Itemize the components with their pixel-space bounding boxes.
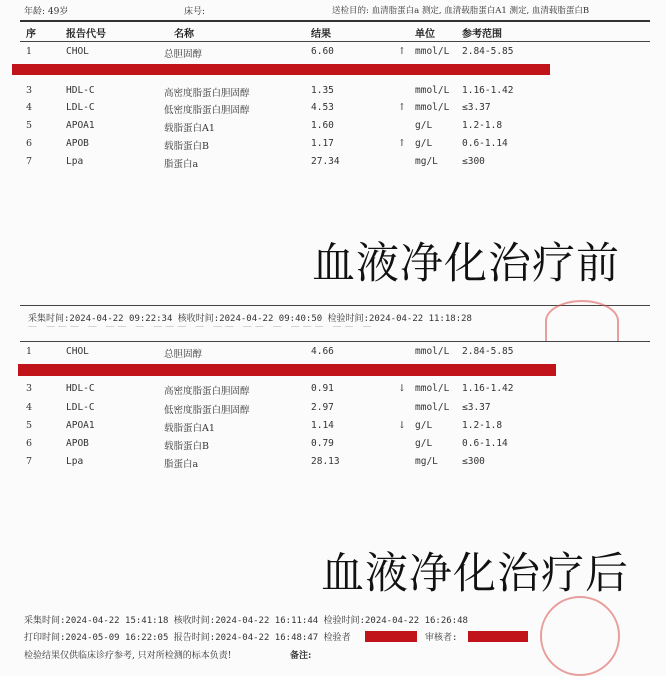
after-rule-top [20, 341, 650, 342]
header-rule-top [20, 20, 650, 22]
row-flag: ↓ [398, 383, 406, 394]
row-result: 1.14 [311, 420, 334, 431]
row-unit: mmol/L [415, 102, 450, 113]
after-print-time: 打印时间:2024-05-09 16:22:05 报告时间:2024-04-22 16:48:47 检验者 [24, 633, 351, 643]
row-ref: 1.2-1.8 [462, 120, 503, 131]
row-code: HDL-C [66, 383, 95, 394]
row-no: 7 [26, 156, 33, 167]
row-code: CHOL [66, 46, 89, 57]
row-no: 5 [26, 120, 33, 131]
row-code: LDL-C [66, 402, 95, 413]
redaction-bar [468, 631, 528, 642]
header-rule-bottom [20, 41, 650, 42]
row-no: 1 [26, 346, 33, 357]
row-ref: 2.84-5.85 [462, 46, 514, 57]
row-no: 1 [26, 46, 33, 57]
row-unit: g/L [415, 138, 433, 149]
faint-strikethrough-text: — ——— — —— — ——— — —— —— — ——— —— — [28, 322, 375, 332]
row-name: 总胆固醇 [164, 349, 203, 360]
row-flag: ↓ [398, 420, 406, 431]
row-name: 载脂蛋白A1 [164, 123, 215, 134]
hospital-stamp-bottom [540, 596, 620, 676]
row-name: 低密度脂蛋白胆固醇 [164, 405, 250, 416]
row-ref: ≤300 [462, 456, 485, 467]
row-code: APOB [66, 138, 89, 149]
bed-number: 床号: [184, 7, 206, 17]
row-ref: ≤3.37 [462, 402, 491, 413]
row-result: 28.13 [311, 456, 340, 467]
row-ref: 1.16-1.42 [462, 383, 514, 394]
row-name: 载脂蛋白A1 [164, 423, 215, 434]
row-result: 27.34 [311, 156, 340, 167]
row-no: 5 [26, 420, 33, 431]
col-no: 序 [26, 29, 36, 40]
row-unit: mmol/L [415, 383, 450, 394]
row-no: 6 [26, 138, 33, 149]
caption-after: 血液净化治疗后 [321, 549, 629, 599]
col-code: 报告代号 [66, 29, 106, 40]
row-ref: 1.16-1.42 [462, 85, 514, 96]
row-result: 1.60 [311, 120, 334, 131]
caption-before: 血液净化治疗前 [312, 239, 620, 289]
row-name: 低密度脂蛋白胆固醇 [164, 105, 250, 116]
row-code: Lpa [66, 156, 84, 167]
row-flag: ↑ [398, 102, 406, 113]
row-result: 0.91 [311, 383, 334, 394]
row-name: 总胆固醇 [164, 49, 203, 60]
row-code: APOB [66, 438, 89, 449]
row-result: 2.97 [311, 402, 334, 413]
row-unit: g/L [415, 438, 433, 449]
redaction-bar [12, 64, 550, 75]
row-result: 1.17 [311, 138, 334, 149]
row-result: 4.53 [311, 102, 334, 113]
row-name: 载脂蛋白B [164, 441, 209, 452]
row-result: 4.66 [311, 346, 334, 357]
col-result: 结果 [311, 29, 331, 40]
row-flag: ↑ [398, 46, 406, 57]
redaction-bar [365, 631, 417, 642]
row-unit: mmol/L [415, 85, 450, 96]
row-unit: mg/L [415, 156, 438, 167]
row-result: 6.60 [311, 46, 334, 57]
after-meta-times: 采集时间:2024-04-22 15:41:18 核收时间:2024-04-22 16:11:44 检验时间:2024-04-22 16:26:48 [24, 616, 468, 626]
row-code: HDL-C [66, 85, 95, 96]
col-ref: 参考范围 [462, 29, 502, 40]
row-unit: mg/L [415, 456, 438, 467]
patient-age: 年龄: 49岁 [24, 7, 69, 17]
col-unit: 单位 [415, 29, 435, 40]
row-no: 4 [26, 402, 33, 413]
row-no: 3 [26, 383, 33, 394]
disclaimer: 检验结果仅供临床诊疗参考, 只对所检测的标本负责! [24, 651, 232, 661]
row-name: 脂蛋白a [164, 459, 199, 470]
test-purpose: 送检目的: 血清脂蛋白a 测定, 血清载脂蛋白A1 测定, 血清载脂蛋白B [332, 6, 590, 16]
redaction-bar [18, 364, 556, 376]
row-unit: g/L [415, 420, 433, 431]
row-name: 脂蛋白a [164, 159, 199, 170]
col-name: 名称 [174, 29, 194, 40]
row-ref: 2.84-5.85 [462, 346, 514, 357]
row-code: Lpa [66, 456, 84, 467]
row-ref: ≤3.37 [462, 102, 491, 113]
row-no: 4 [26, 102, 33, 113]
row-no: 6 [26, 438, 33, 449]
row-code: CHOL [66, 346, 89, 357]
row-no: 7 [26, 456, 33, 467]
row-ref: 1.2-1.8 [462, 420, 503, 431]
row-unit: mmol/L [415, 402, 450, 413]
before-meta-times: 采集时间:2024-04-22 09:22:34 核收时间:2024-04-22 09:40:50 检验时间:2024-04-22 11:18:28 [28, 314, 472, 324]
hospital-stamp-top [545, 300, 619, 342]
row-flag: ↑ [398, 138, 406, 149]
row-result: 1.35 [311, 85, 334, 96]
row-unit: mmol/L [415, 346, 450, 357]
row-result: 0.79 [311, 438, 334, 449]
row-code: LDL-C [66, 102, 95, 113]
row-ref: 0.6-1.14 [462, 438, 508, 449]
reviewer-label: 审核者: [425, 633, 458, 643]
row-ref: ≤300 [462, 156, 485, 167]
row-no: 3 [26, 85, 33, 96]
row-code: APOA1 [66, 420, 95, 431]
row-code: APOA1 [66, 120, 95, 131]
remark-label: 备注: [290, 651, 312, 661]
row-name: 载脂蛋白B [164, 141, 209, 152]
row-unit: g/L [415, 120, 433, 131]
row-unit: mmol/L [415, 46, 450, 57]
row-name: 高密度脂蛋白胆固醇 [164, 386, 250, 397]
row-name: 高密度脂蛋白胆固醇 [164, 88, 250, 99]
row-ref: 0.6-1.14 [462, 138, 508, 149]
